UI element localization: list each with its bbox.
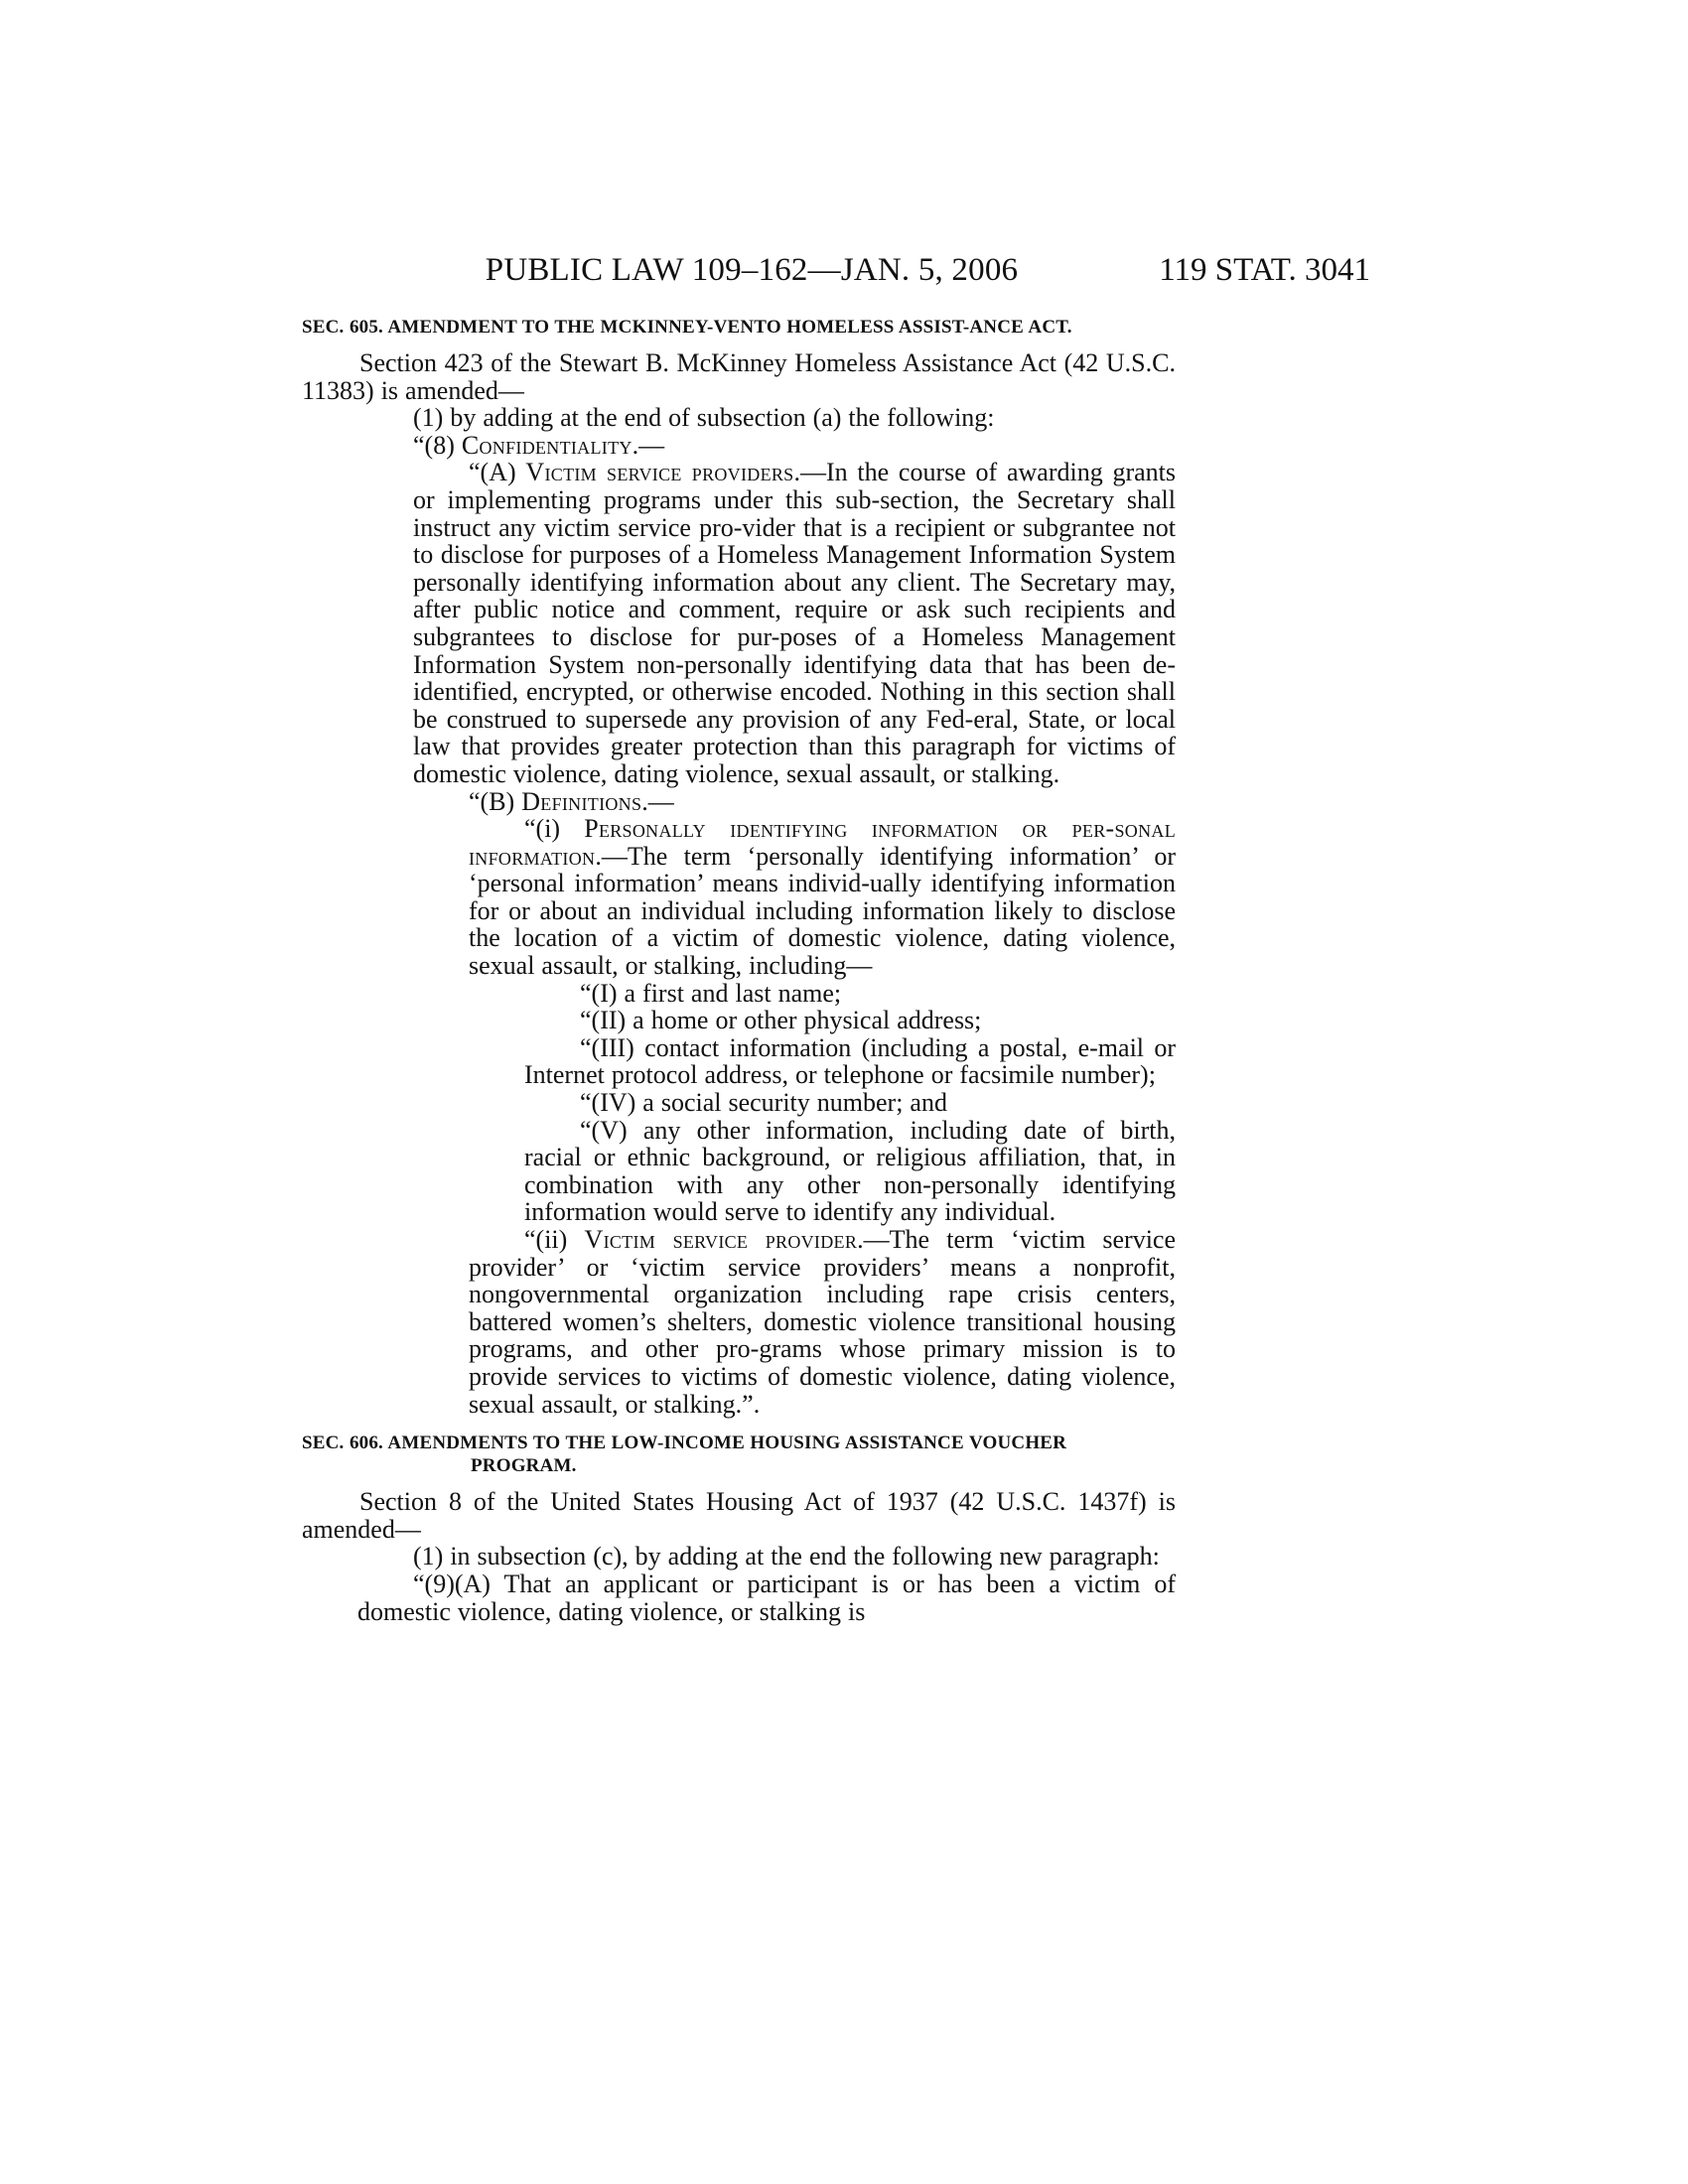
- running-head: PUBLIC LAW 109–162—JAN. 5, 2006: [485, 252, 1019, 288]
- subclause-III: “(III) contact information (including a postal, e-mail or Internet protocol address, or telephone or facsimile number);: [524, 1032, 1176, 1090]
- clause-ii-number: “(ii): [524, 1225, 585, 1254]
- document-body: [302, 316, 1176, 1625]
- paragraph-8-number: “(8): [413, 430, 462, 460]
- subclause-V: “(V) any other information, including date of birth, racial or ethnic background, or religious affiliation, that, in combination with any other non-personally identifying information would serve to identify any individual.: [524, 1115, 1176, 1227]
- clause-ii-title: Victim service provider: [584, 1225, 858, 1254]
- subparagraph-A-text: .—In the course of awarding grants or implementing programs under this sub-section, the Secretary shall instruct any victim service pro-vider that is a recipient or subgrantee not to disclose for purposes of a Homeless Management Information System personally identifying information about any client. The Secretary may, after public notice and comment, require or ask such recipients and subgrantees to disclose for pur-poses of a Homeless Management Information System non-personally identifying data that has been de-identified, encrypted, or otherwise encoded. Nothing in this section shall be construed to supersede any provision of any Fed-eral, State, or local law that provides greater protection than this paragraph for victims of domestic violence, dating violence, sexual assault, or stalking.: [413, 458, 1176, 788]
- paragraph-9A: “(9)(A) That an applicant or participant is or has been a victim of domestic violence, dating violence, or stalking is: [357, 1569, 1176, 1626]
- clause-i-title: Personally identifying information or per-sonal information: [469, 814, 1176, 871]
- section-605-item-1: (1) by adding at the end of subsection (a) the following:: [413, 403, 995, 433]
- section-606-heading: SEC. 606. AMENDMENTS TO THE LOW-INCOME HOUSING ASSISTANCE VOUCHER PROGRAM.: [302, 1433, 1067, 1477]
- clause-ii-text: .—The term ‘victim service provider’ or ‘victim service providers’ means a nonprofit, nongovernmental organization including rape crisis centers, battered women’s shelters, domestic violence transitional housing programs, and other pro-grams whose primary mission is to provide services to victims of domestic violence, dating violence, sexual assault, or stalking.”.: [469, 1225, 1176, 1419]
- subclause-IV: “(IV) a social security number; and: [580, 1088, 947, 1118]
- paragraph-8-title: Confidentiality: [461, 430, 633, 460]
- subparagraph-B-definitions: [302, 788, 1176, 816]
- clause-i-text: .—The term ‘personally identifying information’ or ‘personal information’ means individ-ually identifying information for or about an individual including information likely to disclose the location of a victim of domestic violence, dating violence, sexual assault, or stalking, including—: [469, 841, 1176, 981]
- section-606-intro: Section 8 of the United States Housing Act of 1937 (42 U.S.C. 1437f) is amended—: [302, 1487, 1176, 1544]
- subparagraph-B-number: “(B): [469, 786, 522, 816]
- section-605-intro: Section 423 of the Stewart B. McKinney Homeless Assistance Act (42 U.S.C. 11383) is amended—: [302, 348, 1176, 405]
- section-606-item-1: (1) in subsection (c), by adding at the end the following new paragraph:: [413, 1542, 1160, 1571]
- subparagraph-A-title: Victim service providers: [525, 458, 794, 487]
- paragraph-8-confidentiality: [302, 432, 1176, 460]
- subclause-II: “(II) a home or other physical address;: [580, 1006, 982, 1035]
- subparagraph-B-dash: .—: [641, 786, 674, 816]
- section-605-heading: SEC. 605. AMENDMENT TO THE MCKINNEY-VENTO HOMELESS ASSIST-ANCE ACT.: [302, 317, 1072, 338]
- page-reference: 119 STAT. 3041: [1159, 252, 1370, 288]
- subparagraph-A-victim-service-providers: [302, 459, 1176, 787]
- subparagraph-B-title: Definitions: [521, 786, 642, 816]
- clause-i-personally-identifying-information: [302, 815, 1176, 980]
- clause-i-number: “(i): [524, 814, 585, 844]
- clause-ii-victim-service-provider: [302, 1226, 1176, 1418]
- paragraph-8-dash: .—: [632, 430, 665, 460]
- page-header: [434, 248, 1370, 292]
- subparagraph-A-number: “(A): [469, 458, 526, 487]
- subclause-I: “(I) a first and last name;: [580, 978, 842, 1008]
